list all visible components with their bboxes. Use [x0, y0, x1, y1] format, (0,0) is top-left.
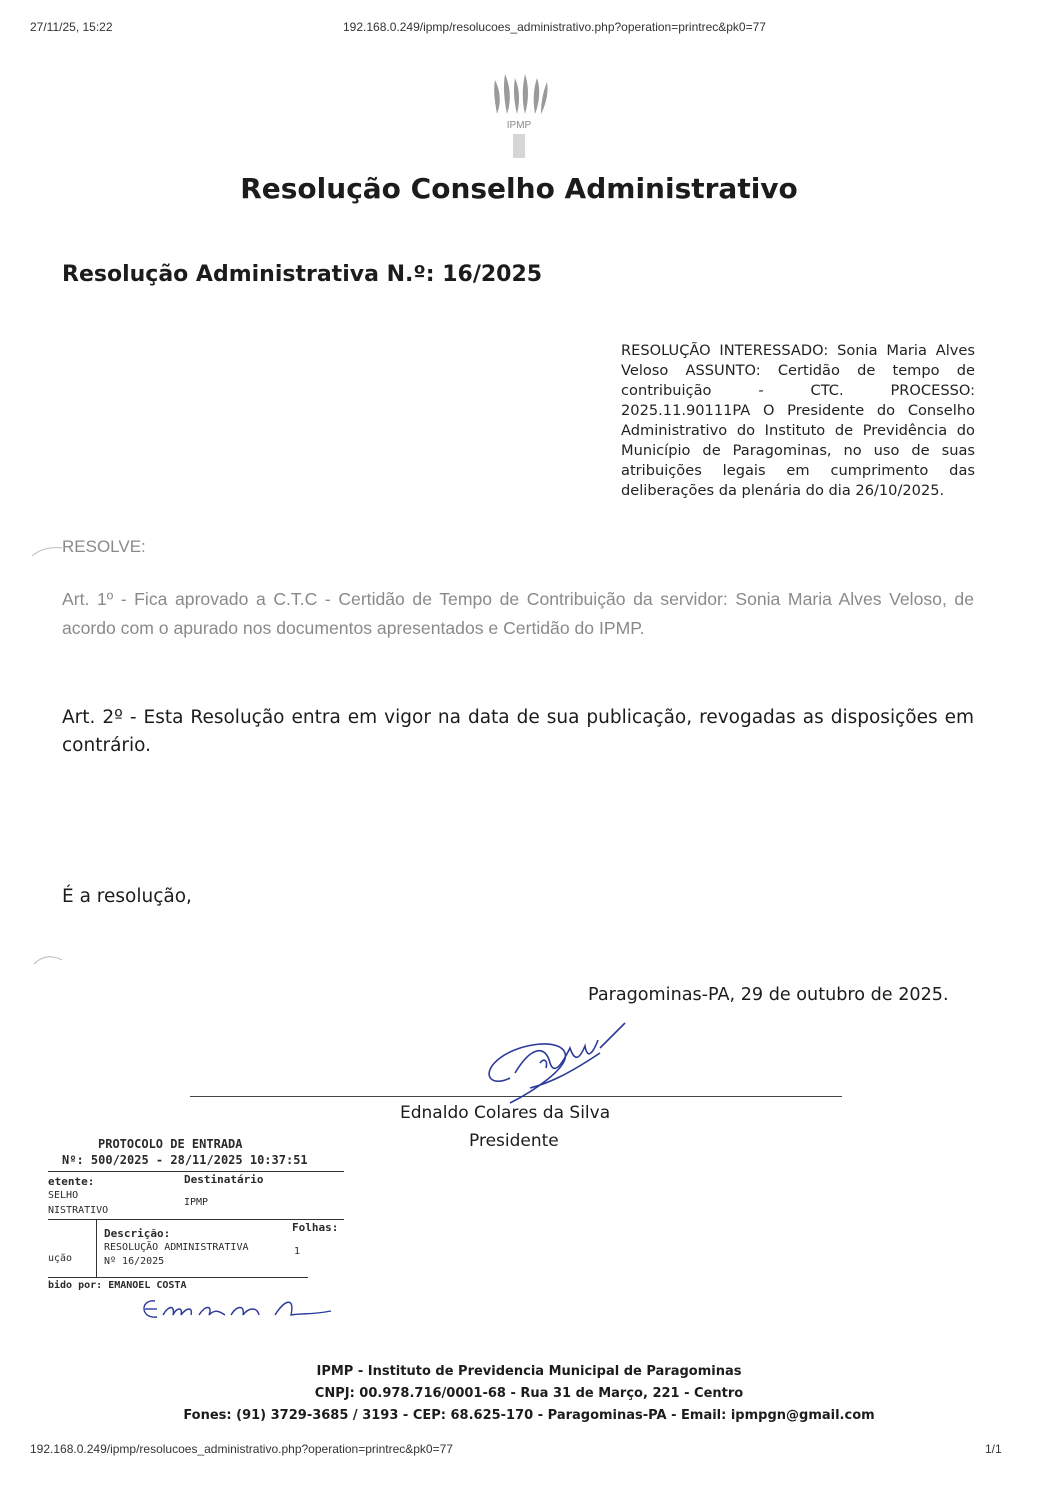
stamp-number: Nº: 500/2025 - 28/11/2025 10:37:51	[62, 1153, 308, 1167]
place-and-date: Paragominas-PA, 29 de outubro de 2025.	[588, 985, 949, 1005]
stamp-recipient-label: Destinatário	[184, 1173, 264, 1186]
stamp-pages-value: 1	[294, 1246, 301, 1257]
handwritten-signature	[470, 1018, 630, 1110]
signer-role: Presidente	[469, 1131, 559, 1151]
signer-name: Ednaldo Colares da Silva	[400, 1103, 611, 1123]
footer-line-3: Fones: (91) 3729-3685 / 3193 - CEP: 68.625-170 - Paragominas-PA - Email: ipmpgn@gmail.com	[183, 1408, 875, 1423]
ipmp-logo	[487, 72, 551, 160]
stamp-description-label: Descrição:	[104, 1227, 171, 1240]
scan-artifact	[32, 950, 72, 968]
stamp-divider	[48, 1171, 344, 1172]
stamp-received-by: bido por: EMANOEL COSTA	[48, 1280, 187, 1291]
resolution-number: Resolução Administrativa N.º: 16/2025	[62, 262, 543, 287]
print-url: 192.168.0.249/ipmp/resolucoes_administrativo.php?operation=printrec&pk0=77	[343, 20, 766, 34]
article-2: Art. 2º - Esta Resolução entra em vigor na data de sua publicação, revogadas as disposições em contrário.	[62, 707, 974, 756]
protocol-stamp	[40, 1135, 352, 1325]
article-1: Art. 1º - Fica aprovado a C.T.C - Certidão de Tempo de Contribuição da servidor: Sonia Maria Alves Veloso, de acordo com o apurado nos documentos apresentados e Certidão do IPMP.	[62, 589, 974, 638]
print-page-number: 1/1	[985, 1442, 1002, 1456]
stamp-divider	[96, 1219, 97, 1277]
stamp-pages-label: Folhas:	[292, 1221, 339, 1234]
footer-line-2: CNPJ: 00.978.716/0001-68 - Rua 31 de Março, 221 - Centro	[314, 1386, 744, 1401]
footer-line-1: IPMP - Instituto de Previdencia Municipal de Paragominas	[316, 1364, 742, 1379]
stamp-sender-line1: SELHO	[48, 1190, 79, 1201]
document-title: Resolução Conselho Administrativo	[240, 172, 798, 205]
stamp-description-line1: RESOLUÇÃO ADMINISTRATIVA	[104, 1242, 249, 1253]
stamp-divider	[48, 1219, 344, 1220]
resolution-summary: RESOLUÇÃO INTERESSADO: Sonia Maria Alves Veloso ASSUNTO: Certidão de tempo de contribuição - CTC. PROCESSO: 2025.11.90111PA O Presidente do Conselho Administrativo do Instituto de Previdência do Município de Paragominas, no uso de suas atribuições legais em cumprimento das deliberações da plenária do dia 26/10/2025.	[621, 342, 975, 499]
stamp-title: PROTOCOLO DE ENTRADA	[98, 1137, 243, 1151]
logo-text: IPMP	[506, 120, 532, 131]
stamp-sender-label: etente:	[48, 1175, 95, 1188]
print-datetime: 27/11/25, 15:22	[30, 20, 113, 34]
print-footer-url: 192.168.0.249/ipmp/resolucoes_administrativo.php?operation=printrec&pk0=77	[30, 1442, 453, 1456]
stamp-divider	[48, 1277, 308, 1278]
institution-footer	[0, 1361, 1058, 1427]
stamp-description-line2: Nº 16/2025	[104, 1256, 165, 1267]
resolve-heading: RESOLVE:	[62, 537, 146, 556]
closing-text: É a resolução,	[62, 886, 192, 907]
stamp-handwritten-signature	[135, 1291, 335, 1325]
stamp-recipient: IPMP	[184, 1197, 209, 1208]
stamp-sender-line2: NISTRATIVO	[48, 1205, 109, 1216]
stamp-left-fragment: ução	[48, 1253, 73, 1264]
